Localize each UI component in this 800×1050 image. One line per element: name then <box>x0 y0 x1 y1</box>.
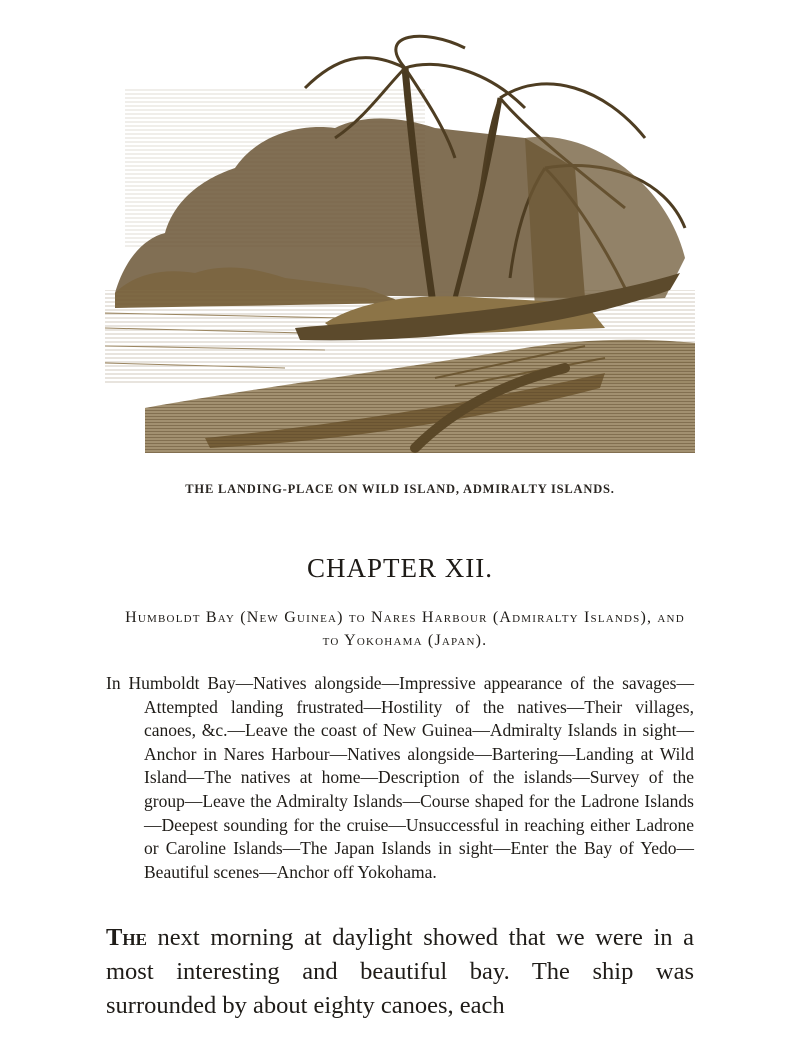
illustration-caption: THE LANDING-PLACE ON WILD ISLAND, ADMIRALTY ISLANDS. <box>185 482 615 496</box>
body-text-rest: next morning at daylight showed that we were in a most interesting and beautiful bay. The ship was surrounded by about eighty canoes, each <box>106 924 694 1019</box>
body-paragraph <box>106 921 694 1023</box>
body-lead-word: The <box>106 924 147 951</box>
chapter-synopsis: In Humboldt Bay—Natives alongside—Impressive appearance of the savages—Attempted landing frustrated—Hostility of the natives—Their villages, canoes, &c.—Leave the coast of New Guinea—Admiralty Islands in sight—Anchor in Nares Harbour—Natives alongside—Bartering—Landing at Wild Island—The natives at home—Description of the islands—Survey of the group—Leave the Admiralty Islands—Course shaped for the Ladrone Islands—Deepest sounding for the cruise—Unsuccessful in reaching either Ladrone or Caroline Islands—The Japan Islands in sight—Enter the Bay of Yedo—Beautiful scenes—Anchor off Yokohama. <box>106 673 694 882</box>
chapter-subtitle: Humboldt Bay (New Guinea) to Nares Harbour (Admiralty Islands), and to Yokohama (Japan). <box>125 609 685 649</box>
chapter-title: CHAPTER XII. <box>307 553 493 583</box>
landing-place-engraving <box>105 28 695 453</box>
engraving-illustration <box>105 28 695 453</box>
